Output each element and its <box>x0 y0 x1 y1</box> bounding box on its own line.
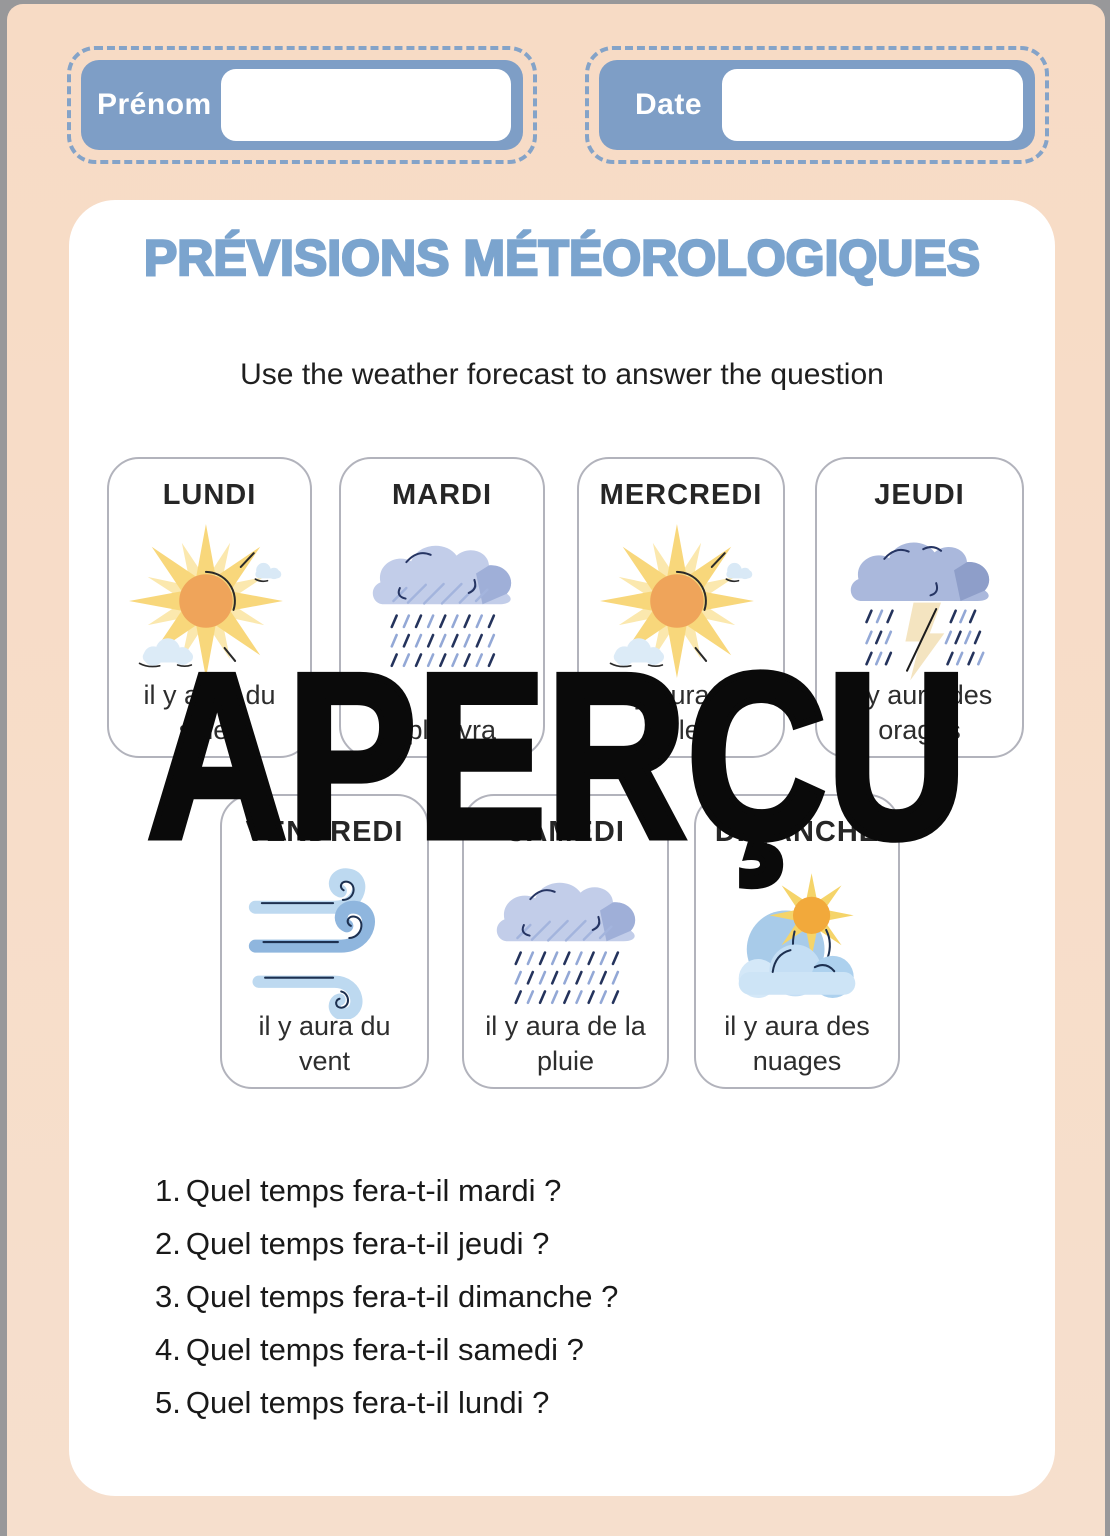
sun-icon <box>579 515 783 687</box>
weather-caption: il y aura du soleil <box>143 680 276 745</box>
rain-cloud-icon-graphic <box>361 520 523 682</box>
weather-card-lundi <box>107 457 312 758</box>
question-item <box>155 1217 618 1270</box>
date-field-group <box>585 46 1049 164</box>
weather-caption: il pleuvra <box>387 715 497 745</box>
page-title: PRÉVISIONS MÉTÉOROLOGIQUES <box>143 230 981 286</box>
sun-icon-graphic <box>129 520 291 682</box>
weather-caption: il y aura des nuages <box>724 1011 870 1076</box>
question-text: Quel temps fera-t-il jeudi ? <box>185 1225 550 1261</box>
date-label: Date <box>635 88 703 121</box>
prenom-field-group <box>67 46 537 164</box>
day-label: SAMEDI <box>506 816 625 848</box>
question-number: 3. <box>155 1278 181 1314</box>
day-label: JEUDI <box>874 479 965 511</box>
day-label: MARDI <box>391 479 493 511</box>
prenom-label: Prénom <box>97 88 212 121</box>
day-label: VENDREDI <box>245 816 404 848</box>
question-number: 1. <box>155 1172 181 1208</box>
wind-icon-graphic <box>244 857 406 1019</box>
question-number: 5. <box>155 1384 181 1420</box>
weather-caption: il y aura du vent <box>258 1011 391 1076</box>
prenom-input[interactable] <box>221 69 511 141</box>
question-text: Quel temps fera-t-il lundi ? <box>185 1384 550 1420</box>
questions-list <box>155 1164 618 1429</box>
sun-icon-graphic <box>600 520 762 682</box>
question-text: Quel temps fera-t-il dimanche ? <box>185 1278 619 1314</box>
date-field-background <box>599 60 1035 150</box>
weather-caption: il y aura des orages <box>846 680 993 745</box>
question-item <box>155 1164 618 1217</box>
wind-icon <box>222 852 427 1024</box>
weather-caption: il y aura de la pluie <box>485 1011 646 1076</box>
rain-cloud-icon <box>341 515 543 687</box>
storm-cloud-icon-graphic <box>839 520 1001 682</box>
question-item <box>155 1376 618 1429</box>
sun-icon <box>109 515 310 687</box>
worksheet-page <box>7 4 1105 1536</box>
weather-card-samedi <box>462 794 669 1089</box>
weather-card-dimanche <box>694 794 900 1089</box>
question-item <box>155 1270 618 1323</box>
day-label: DIMANCHE <box>714 816 880 848</box>
weather-card-mardi <box>339 457 545 758</box>
instructions-text: Use the weather forecast to answer the question <box>240 358 884 391</box>
day-label: LUNDI <box>162 479 257 511</box>
question-item <box>155 1323 618 1376</box>
storm-cloud-icon <box>817 515 1022 687</box>
prenom-field-background <box>81 60 523 150</box>
weather-card-mercredi <box>577 457 785 758</box>
weather-card-jeudi <box>815 457 1024 758</box>
question-text: Quel temps fera-t-il mardi ? <box>185 1172 562 1208</box>
weather-caption: il y aura du soleil <box>614 680 748 745</box>
rain-cloud-icon <box>464 852 667 1024</box>
weather-card-vendredi <box>220 794 429 1089</box>
sun-behind-cloud-icon <box>696 852 898 1024</box>
question-number: 4. <box>155 1331 181 1367</box>
apercu-watermark-text: APERÇU <box>147 624 967 887</box>
date-input[interactable] <box>722 69 1023 141</box>
day-label: MERCREDI <box>599 479 763 511</box>
rain-cloud-icon-graphic <box>485 857 647 1019</box>
question-text: Quel temps fera-t-il samedi ? <box>185 1331 584 1367</box>
sun-behind-cloud-icon-graphic <box>716 857 878 1019</box>
question-number: 2. <box>155 1225 181 1261</box>
